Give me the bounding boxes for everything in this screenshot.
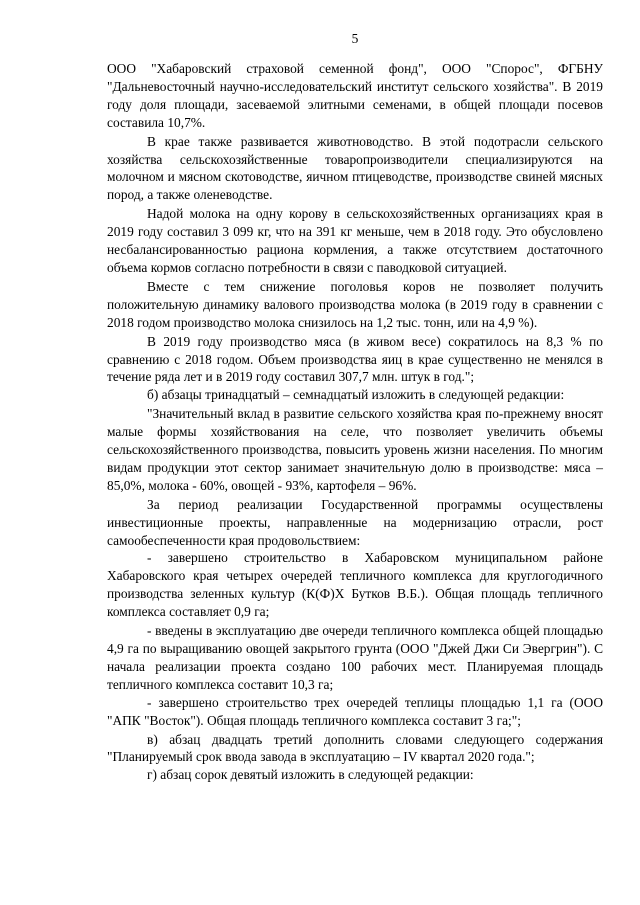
document-page <box>107 30 603 784</box>
paragraph-13: г) абзац сорок девятый изложить в следующей редакции: <box>147 767 474 783</box>
page-number: 5 <box>351 31 359 46</box>
paragraph-1: ООО "Хабаровский страховой семенной фонд", ООО "Спорос", ФГБНУ "Дальневосточный научно-исследовательский институт сельского хозяйства". В 2019 году доля площади, засеваемой элитными семенами, в общей площади посевов составила 10,7%. <box>107 61 603 130</box>
paragraph-6: б) абзацы тринадцатый – семнадцатый изложить в следующей редакции: <box>147 387 565 403</box>
paragraph-9: - завершено строительство в Хабаровском муниципальном районе Хабаровского края четырех очередей тепличного комплекса для круглогодичного производства зеленных культур (К(Ф)Х Бутков В.Б.). Общая площадь тепличного комплекса составляет 0,9 га; <box>107 550 603 620</box>
paragraph-12: в) абзац двадцать третий дополнить словами следующего содержания "Планируемый срок ввода завода в эксплуатацию – IV квартал 2020 года."; <box>107 731 603 765</box>
paragraph-3: Надой молока на одну корову в сельскохозяйственных организациях края в 2019 году составил 3 099 кг, что на 391 кг меньше, чем в 2018 году. Это обусловлено несбалансированностью рациона кормления, а также отсутствием достаточного объема кормов согласно потребности в связи с паводковой ситуацией. <box>107 206 603 275</box>
paragraph-5: В 2019 году производство мяса (в живом весе) сократилось на 8,3 % по сравнению с 2018 годом. Объем производства яиц в крае существенно не менялся в течение ряда лет и в 2019 году составил 307,7 млн. штук в год."; <box>107 333 603 385</box>
paragraph-2: В крае также развивается животноводство. В этой подотрасли сельского хозяйства сельскохозяйственные товаропроизводители специализируются на молочном и мясном скотоводстве, яичном птицеводстве, производстве свиней мясных пород, а также оленеводстве. <box>107 133 603 203</box>
paragraph-11: - завершено строительство трех очередей теплицы площадью 1,1 га (ООО "АПК "Восток"). Общая площадь тепличного комплекса составит 3 га;"; <box>107 694 603 728</box>
paragraph-7: "Значительный вклад в развитие сельского хозяйства края по-прежнему вносят малые формы хозяйствования на селе, что позволяет увеличить объемы сельскохозяйственного производства, повысить уровень жизни населения. По многим видам продукции этот сектор занимает значительную долю в производстве: мяса – 85,0%, молока - 60%, овощей - 93%, картофеля – 96%. <box>107 406 603 493</box>
paragraph-4: Вместе с тем снижение поголовья коров не позволяет получить положительную динамику валового производства молока (в 2019 году в сравнении с 2018 годом производство молока снизилось на 1,2 тыс. тонн, или на 4,9 %). <box>107 278 603 330</box>
paragraph-8: За период реализации Государственной программы осуществлены инвестиционные проекты, направленные на модернизацию отрасли, рост самообеспеченности края продовольствием: <box>107 496 603 548</box>
paragraph-10: - введены в эксплуатацию две очереди тепличного комплекса общей площадью 4,9 га по выращиванию овощей закрытого грунта (ООО "Джей Джи Си Эвергрин"). С начала реализации проекта создано 100 рабочих мест. Планируемая площадь тепличного комплекса составит 10,3 га; <box>107 623 603 692</box>
